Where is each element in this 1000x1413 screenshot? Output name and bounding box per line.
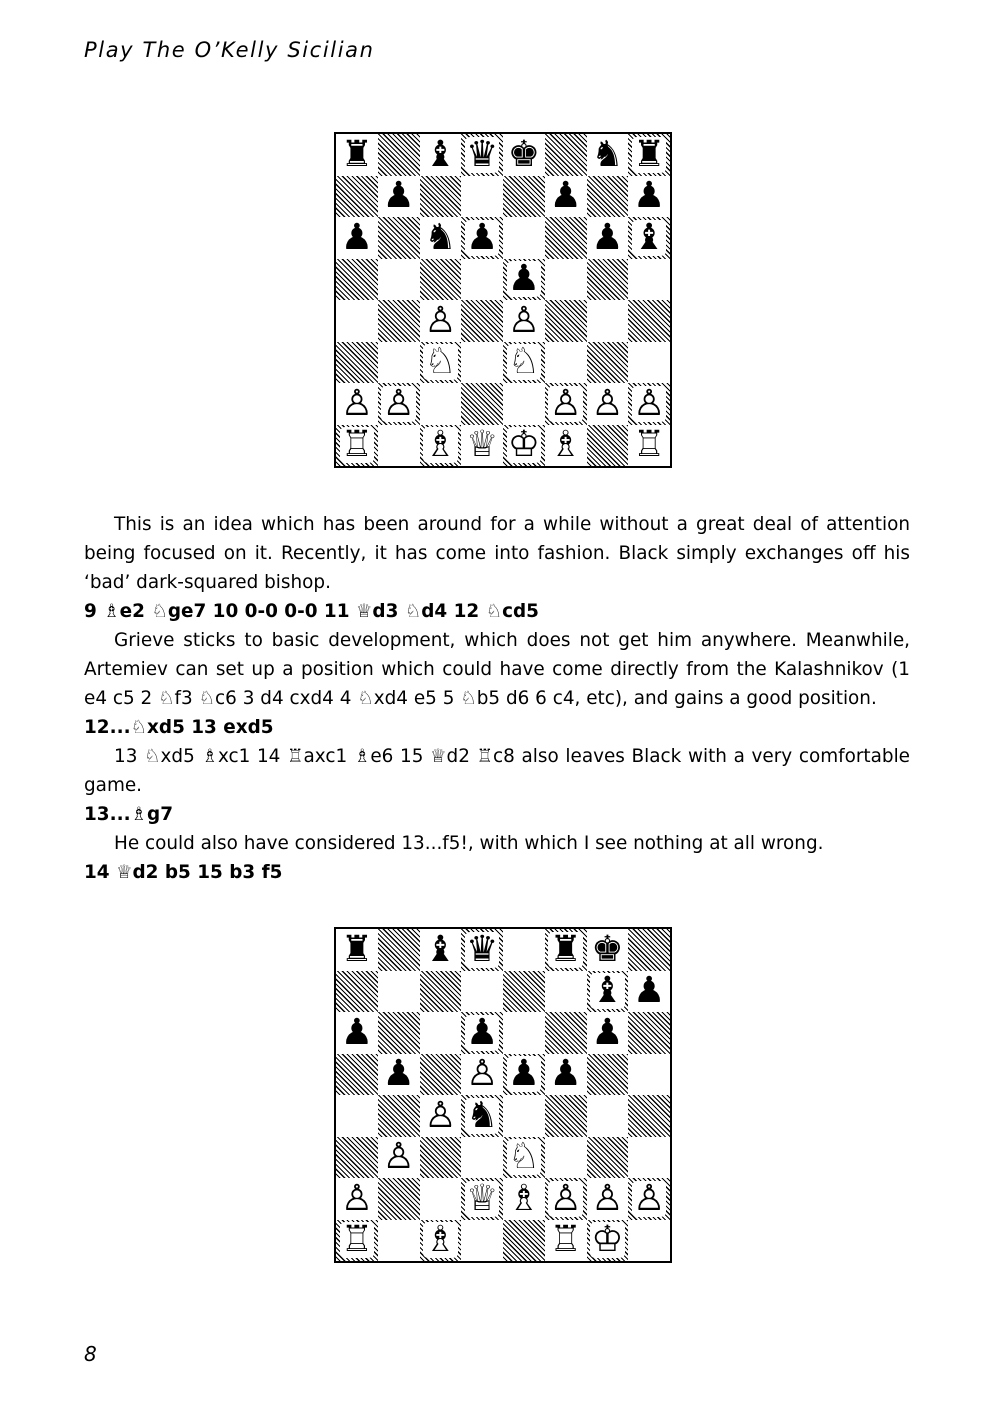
board-square [378, 176, 420, 218]
board-square [420, 1178, 462, 1220]
board-square [628, 217, 670, 259]
chess-piece: ♙ [340, 1178, 374, 1219]
board-square [545, 259, 587, 301]
board-square [461, 176, 503, 218]
board-square [461, 259, 503, 301]
chess-piece: ♗ [424, 424, 457, 466]
paragraph: 13 ♘xd5 ♗xc1 14 ♖axc1 ♗e6 15 ♕d2 ♖c8 also leaves Black with a very comfortable game. [84, 746, 910, 796]
board-square [336, 1220, 378, 1262]
chess-piece: ♙ [591, 1178, 624, 1219]
chess-piece: ♟ [507, 258, 541, 300]
chess-piece: ♙ [424, 300, 457, 341]
board-square [545, 383, 587, 425]
chess-piece: ♖ [632, 424, 666, 466]
board-square [545, 929, 587, 971]
board-square [378, 300, 420, 342]
board-square [378, 1095, 420, 1137]
board-square [336, 134, 378, 176]
board-square [587, 1220, 629, 1262]
chess-piece: ♟ [507, 1053, 541, 1095]
board-square [545, 217, 587, 259]
board-square [587, 383, 629, 425]
chess-piece: ♛ [465, 134, 499, 175]
board-square [587, 1095, 629, 1137]
board-square [503, 1054, 545, 1096]
chess-piece: ♜ [549, 929, 582, 970]
chess-piece: ♝ [591, 970, 624, 1012]
board-square [587, 1178, 629, 1220]
board-square [336, 259, 378, 301]
board-square [503, 134, 545, 176]
paragraph: This is an idea which has been around for a while without a great deal of attention being focused on it. Recently, it has come into fashion. Black simply exchanges off his ‘bad’ dark-squared bishop. [84, 514, 910, 593]
board-square [628, 1178, 670, 1220]
board-square [587, 342, 629, 384]
board-square [420, 1137, 462, 1179]
board-square [336, 1178, 378, 1220]
board-square [503, 929, 545, 971]
board-square [545, 1220, 587, 1262]
chess-piece: ♙ [632, 1178, 666, 1219]
chess-diagram-2 [334, 927, 672, 1263]
board-square [420, 176, 462, 218]
chess-piece: ♚ [507, 134, 541, 175]
board-square [628, 1220, 670, 1262]
chess-piece: ♞ [591, 134, 624, 175]
board-square [461, 217, 503, 259]
chess-piece: ♖ [549, 1219, 582, 1261]
board-square [461, 134, 503, 176]
chess-piece: ♘ [507, 341, 541, 383]
board-square [587, 259, 629, 301]
board-square [420, 134, 462, 176]
board-square [461, 1178, 503, 1220]
chess-piece: ♙ [632, 383, 666, 424]
chess-piece: ♝ [424, 134, 457, 175]
board-square [336, 300, 378, 342]
board-square [587, 217, 629, 259]
board-square [587, 134, 629, 176]
board-square [628, 971, 670, 1013]
board-square [420, 259, 462, 301]
board-square [420, 1220, 462, 1262]
board-square [461, 342, 503, 384]
chess-piece: ♟ [549, 1053, 582, 1095]
board-square [378, 929, 420, 971]
board-square [378, 259, 420, 301]
board-square [503, 300, 545, 342]
chess-piece: ♕ [465, 1178, 499, 1219]
board-square [628, 259, 670, 301]
board-square [587, 1054, 629, 1096]
board-square [461, 1054, 503, 1096]
chess-piece: ♗ [424, 1219, 457, 1261]
chess-piece: ♛ [465, 929, 499, 970]
board-square [378, 1012, 420, 1054]
board-square [420, 1012, 462, 1054]
board-square [587, 176, 629, 218]
board-square [503, 425, 545, 467]
chess-piece: ♔ [507, 424, 541, 466]
board-square [461, 300, 503, 342]
board-square [378, 134, 420, 176]
board-square [545, 342, 587, 384]
paragraph: Grieve sticks to basic development, which does not get him anywhere. Meanwhile, Artemiev can set up a position which could have come directly from the Kalashnikov (1 e4 c5 2 ♘f3 ♘c6 3 d4 cxd4 4 ♘xd4 e5 5 ♘b5 d6 6 c4, etc), and gains a good position. [84, 630, 910, 709]
chess-piece: ♝ [424, 929, 457, 970]
chess-piece: ♟ [465, 1012, 499, 1053]
board-square [336, 217, 378, 259]
chess-piece: ♟ [632, 175, 666, 217]
board-square [461, 1137, 503, 1179]
chess-piece: ♙ [340, 383, 374, 424]
board-square [420, 342, 462, 384]
board-square [545, 176, 587, 218]
board-square [545, 1012, 587, 1054]
board-square [628, 1095, 670, 1137]
board-square [420, 1095, 462, 1137]
board-square [378, 1054, 420, 1096]
chess-piece: ♔ [591, 1219, 624, 1261]
board-square [545, 134, 587, 176]
board-square [628, 342, 670, 384]
chess-piece: ♗ [549, 424, 582, 466]
chess-piece: ♙ [507, 300, 541, 341]
chess-piece: ♟ [465, 217, 499, 258]
board-square [628, 929, 670, 971]
chess-piece: ♟ [382, 175, 415, 217]
board-square [420, 971, 462, 1013]
move-line: 14 ♕d2 b5 15 b3 f5 [84, 862, 283, 883]
board-square [378, 425, 420, 467]
board-grid [336, 929, 670, 1261]
paragraph: He could also have considered 13...f5!, with which I see nothing at all wrong. [114, 833, 824, 854]
board-square [461, 383, 503, 425]
chess-piece: ♙ [549, 1178, 582, 1219]
board-square [461, 971, 503, 1013]
board-square [587, 1012, 629, 1054]
chess-piece: ♟ [632, 970, 666, 1012]
board-square [336, 1095, 378, 1137]
board-square [461, 425, 503, 467]
board-square [378, 342, 420, 384]
board-square [628, 383, 670, 425]
board-square [461, 1012, 503, 1054]
board-square [545, 1137, 587, 1179]
board-square [420, 383, 462, 425]
chess-piece: ♘ [507, 1136, 541, 1178]
move-line: 12...♘xd5 13 exd5 [84, 717, 274, 738]
board-square [545, 1095, 587, 1137]
board-square [336, 383, 378, 425]
chess-piece: ♙ [591, 383, 624, 424]
board-square [628, 1137, 670, 1179]
chess-piece: ♖ [340, 424, 374, 466]
board-square [545, 1054, 587, 1096]
board-square [628, 425, 670, 467]
board-square [503, 1178, 545, 1220]
chess-piece: ♜ [340, 929, 374, 970]
board-square [503, 176, 545, 218]
chess-piece: ♟ [591, 1012, 624, 1053]
board-square [378, 1137, 420, 1179]
board-square [503, 1137, 545, 1179]
board-square [503, 1012, 545, 1054]
chess-piece: ♟ [340, 217, 374, 258]
board-square [378, 971, 420, 1013]
board-square [420, 1054, 462, 1096]
board-square [378, 217, 420, 259]
chess-piece: ♗ [507, 1178, 541, 1219]
board-square [336, 425, 378, 467]
chess-piece: ♖ [340, 1219, 374, 1261]
board-square [378, 1220, 420, 1262]
chess-piece: ♝ [632, 217, 666, 258]
chess-piece: ♞ [465, 1095, 499, 1136]
move-line: 9 ♗e2 ♘ge7 10 0-0 0-0 11 ♕d3 ♘d4 12 ♘cd5 [84, 601, 539, 622]
board-square [461, 929, 503, 971]
chess-piece: ♜ [632, 134, 666, 175]
board-square [420, 300, 462, 342]
chess-piece: ♟ [382, 1053, 415, 1095]
chess-piece: ♜ [340, 134, 374, 175]
chess-piece: ♙ [465, 1053, 499, 1095]
chess-piece: ♙ [382, 1136, 415, 1178]
board-square [461, 1095, 503, 1137]
chess-piece: ♙ [382, 383, 415, 424]
board-square [628, 1012, 670, 1054]
board-square [336, 176, 378, 218]
board-square [587, 929, 629, 971]
board-square [378, 1178, 420, 1220]
board-square [420, 217, 462, 259]
chess-piece: ♞ [424, 217, 457, 258]
board-square [587, 425, 629, 467]
board-square [503, 1220, 545, 1262]
board-square [545, 971, 587, 1013]
chess-piece: ♘ [424, 341, 457, 383]
board-square [336, 929, 378, 971]
board-square [587, 1137, 629, 1179]
chess-piece: ♚ [591, 929, 624, 970]
chess-piece: ♙ [424, 1095, 457, 1136]
board-square [420, 929, 462, 971]
board-square [503, 342, 545, 384]
chess-piece: ♙ [549, 383, 582, 424]
board-square [420, 425, 462, 467]
board-square [545, 1178, 587, 1220]
board-square [587, 300, 629, 342]
board-square [336, 971, 378, 1013]
running-head: Play The O’Kelly Sicilian [84, 38, 375, 62]
board-square [336, 1054, 378, 1096]
board-square [628, 176, 670, 218]
board-square [628, 300, 670, 342]
chess-piece: ♕ [465, 424, 499, 466]
annotation-text [84, 510, 910, 887]
board-square [336, 342, 378, 384]
board-square [545, 300, 587, 342]
board-square [503, 971, 545, 1013]
move-line: 13...♗g7 [84, 804, 173, 825]
board-square [587, 971, 629, 1013]
board-square [336, 1012, 378, 1054]
board-square [628, 1054, 670, 1096]
chess-piece: ♟ [340, 1012, 374, 1053]
board-square [503, 1095, 545, 1137]
chess-diagram-1 [334, 132, 672, 468]
board-square [503, 383, 545, 425]
board-square [628, 134, 670, 176]
board-square [378, 383, 420, 425]
page-number: 8 [84, 1342, 97, 1366]
chess-piece: ♟ [549, 175, 582, 217]
board-square [503, 259, 545, 301]
board-square [461, 1220, 503, 1262]
chess-piece: ♟ [591, 217, 624, 258]
board-grid [336, 134, 670, 466]
board-square [503, 217, 545, 259]
board-square [336, 1137, 378, 1179]
board-square [545, 425, 587, 467]
